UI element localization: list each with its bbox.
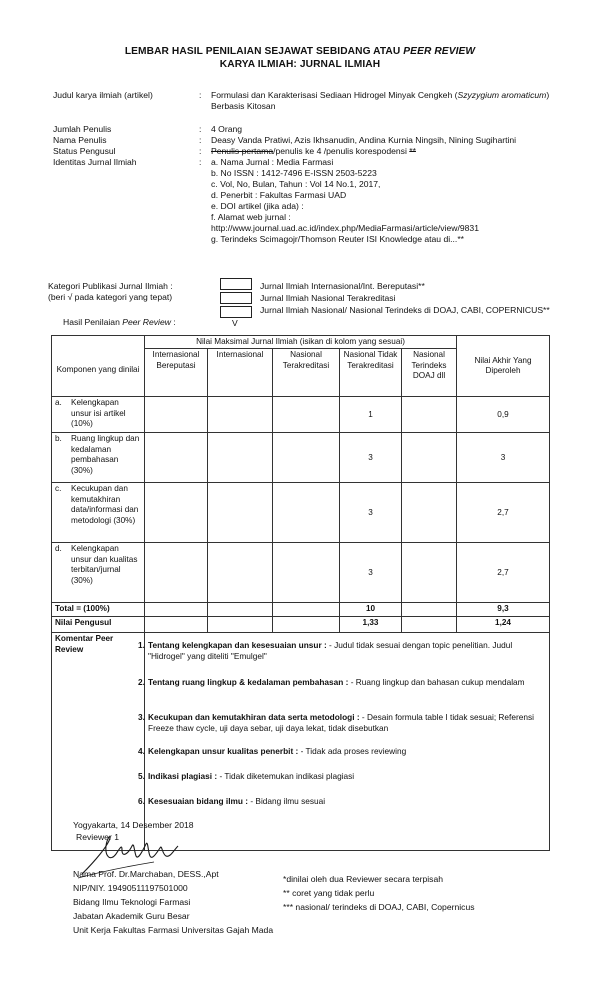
row-value: 3 [340,433,402,483]
komponen-header: Komponen yang dinilai [52,336,145,397]
identitas-doi: e. DOI artikel (jika ada) : [211,201,304,211]
kategori-label: Kategori Publikasi Jurnal Ilmiah : [48,281,173,291]
reviewer-nip: NIP/NIY. 19490511197501000 [73,883,188,893]
row-akhir: 3 [457,433,550,483]
footnote-2: ** coret yang tidak perlu [283,888,375,898]
col-header: Nasional Terindeks DOAJ dll [402,349,457,397]
table-row [52,397,550,433]
kategori-checkbox-3[interactable] [220,306,252,318]
colon: : [199,146,202,156]
row-label: Ruang lingkup dan kedalaman pembahasan (30%) [71,434,140,475]
total-row [52,603,550,617]
pengusul-akhir: 1,24 [457,617,550,633]
reviewer-bidang: Bidang Ilmu Teknologi Farmasi [73,897,191,907]
table-row [52,543,550,603]
comment-5: 5. Indikasi plagiasi : - Tidak diketemukan indikasi plagiasi [138,771,355,781]
table-row [52,433,550,483]
col-header: Nasional Terakreditasi [273,349,340,397]
comment-1: 1. Tentang kelengkapan dan kesesuaian unsur : - Judul tidak sesuai dengan topic penelitian. Judul "Hidrogel" yang diteliti "Emulgel" [138,640,513,661]
kategori-option-3: Jurnal Ilmiah Nasional/ Nasional Terindeks di DOAJ, CABI, COPERNICUS** [260,305,550,315]
row-letter: d. [55,544,62,554]
pengusul-value: 1,33 [340,617,402,633]
identitas-web-url[interactable]: http://www.journal.uad.ac.id/index.php/MediaFarmasi/article/view/9831 [211,223,479,233]
check-mark: V [232,318,238,328]
kategori-option-2: Jurnal Ilmiah Nasional Terakreditasi [260,293,396,303]
total-value: 10 [340,603,402,617]
judul-value-line2: Berbasis Kitosan [211,101,276,111]
comment-4: 4. Kelengkapan unsur kualitas penerbit : - Tidak ada proses reviewing [138,746,407,756]
identitas-issn: b. No ISSN : 1412-7496 E-ISSN 2503-5223 [211,168,377,178]
row-value: 1 [340,397,402,433]
kategori-checkbox-2[interactable] [220,292,252,304]
col-header: Internasional Bereputasi [145,349,208,397]
col-header: Nasional Tidak Terakreditasi [340,349,402,397]
kategori-checkbox-1[interactable] [220,278,252,290]
reviewer-name: Nama Prof. Dr.Marchaban, DESS.,Apt [73,869,219,879]
reviewer-unit: Unit Kerja Fakultas Farmasi Universitas Gajah Mada [73,925,274,935]
document-title: LEMBAR HASIL PENILAIAN SEJAWAT SEBIDANG ATAU PEER REVIEW [124,46,476,57]
comment-2: 2. Tentang ruang lingkup & kedalaman pembahasan : - Ruang lingkup dan bahasan cukup mendalam [138,677,525,687]
jumlah-label: Jumlah Penulis [53,124,112,134]
row-value: 3 [340,483,402,543]
nama-label: Nama Penulis [53,135,107,145]
row-letter: c. [55,484,62,494]
hasil-penilaian-label: Hasil Penilaian Peer Review : [63,317,176,327]
nilai-akhir-header: Nilai Akhir Yang Diperoleh [457,336,550,397]
kategori-option-1: Jurnal Ilmiah Internasional/Int. Bereputasi** [260,281,425,291]
judul-value: Formulasi dan Karakterisasi Sediaan Hidrogel Minyak Cengkeh (Szyzygium aromaticum) [211,90,550,100]
row-akhir: 0,9 [457,397,550,433]
row-letter: b. [55,434,62,444]
nama-value: Deasy Vanda Pratiwi, Azis Ikhsanudin, Andina Kurnia Ningsih, Nining Sugihartini [211,135,517,145]
row-label: Kelengkapan unsur dan kualitas terbitan/jurnal (30%) [71,544,138,585]
colon: : [199,135,202,145]
status-value: Penulis pertama/penulis ke 4 /penulis korespodensi ** [211,146,416,156]
identitas-nama-jurnal: a. Nama Jurnal : Media Farmasi [211,157,334,167]
row-label: Kelengkapan unsur isi artikel (10%) [71,398,126,429]
place-date: Yogyakarta, 14 Desember 2018 [73,820,194,830]
identitas-vol: c. Vol, No, Bulan, Tahun : Vol 14 No.1, 2017, [211,179,381,189]
footnote-1: *dinilai oleh dua Reviewer secara terpisah [283,874,444,884]
footnote-3: *** nasional/ terindeks di DOAJ, CABI, Copernicus [283,902,475,912]
row-akhir: 2,7 [457,543,550,603]
reviewer-label: Reviewer 1 [76,832,119,842]
identitas-web-label: f. Alamat web jurnal : [211,212,291,222]
colon: : [199,90,202,100]
reviewer-jabatan: Jabatan Akademik Guru Besar [73,911,190,921]
colon: : [199,124,202,134]
identitas-terindeks: g. Terindeks Scimagojr/Thomson Reuter ISI Knowledge atau di...** [211,234,465,244]
kategori-hint: (beri √ pada kategori yang tepat) [48,292,173,302]
nilai-maksimal-header: Nilai Maksimal Jurnal Ilmiah (isikan di kolom yang sesuai) [145,336,457,349]
pengusul-row [52,617,550,633]
identitas-label: Identitas Jurnal Ilmiah [53,157,137,167]
row-value: 3 [340,543,402,603]
identitas-penerbit: d. Penerbit : Fakultas Farmasi UAD [211,190,347,200]
row-label: Kecukupan dan kemutakhiran data/informasi dan metodologi (30%) [71,484,139,525]
jumlah-value: 4 Orang [211,124,243,134]
row-akhir: 2,7 [457,483,550,543]
status-label: Status Pengusul [53,146,116,156]
comment-6: 6. Kesesuaian bidang ilmu : - Bidang ilmu sesuai [138,796,326,806]
table-row [52,483,550,543]
total-label: Total = (100%) [52,603,145,617]
col-header: Internasional [208,349,273,397]
pengusul-label: Nilai Pengusul [52,617,145,633]
row-letter: a. [55,398,62,408]
judul-label: Judul karya ilmiah (artikel) [53,90,153,100]
document-subtitle: KARYA ILMIAH: JURNAL ILMIAH [219,59,381,70]
comment-3: 3. Kecukupan dan kemutakhiran data serta metodologi : - Desain formula table I tidak sesuai; Referensi Freeze thaw cycle, uji daya sebar, uji daya lekat, tidak disebutkan [138,712,534,733]
total-akhir: 9,3 [457,603,550,617]
komentar-label: Komentar Peer Review [52,633,145,851]
colon: : [199,157,202,167]
